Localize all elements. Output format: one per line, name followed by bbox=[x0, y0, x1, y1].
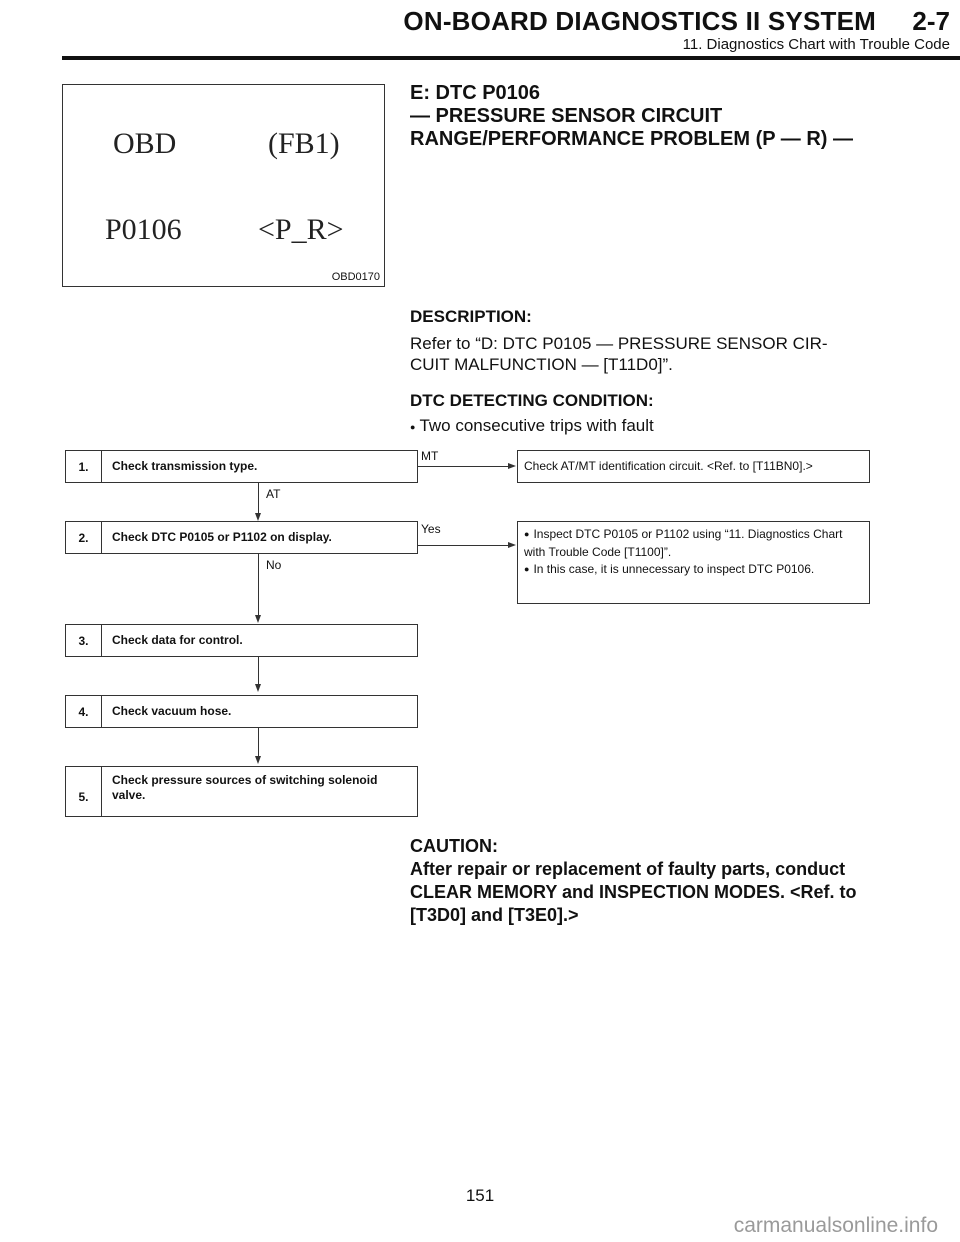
figure-id: OBD0170 bbox=[331, 271, 380, 283]
description-text bbox=[410, 333, 880, 375]
branch-no-label: No bbox=[266, 558, 282, 572]
connector-line bbox=[258, 728, 259, 757]
connector-line bbox=[258, 657, 259, 685]
flow-step-2 bbox=[65, 521, 418, 554]
connector-line bbox=[258, 483, 259, 514]
result-2-item1-text: Inspect DTC P0105 or P1102 using “11. Diagnostics Chart with Trouble Code [T1100]”. bbox=[524, 527, 843, 559]
flow-step-1 bbox=[65, 450, 418, 483]
arrow-down-icon bbox=[255, 513, 261, 521]
flow-step-3-label: Check data for control. bbox=[112, 633, 243, 647]
result-2-item1 bbox=[524, 526, 863, 561]
caution-block bbox=[410, 835, 880, 927]
caution-line1: After repair or replacement of faulty parts, conduct bbox=[410, 859, 846, 879]
figure-code-label: P0106 bbox=[105, 213, 182, 246]
result-1-text: Check AT/MT identification circuit. <Ref. to [T11BN0].> bbox=[524, 459, 813, 473]
header-rule bbox=[62, 56, 960, 60]
result-box-1 bbox=[517, 450, 870, 483]
result-box-2 bbox=[517, 521, 870, 604]
result-2-item2-text: In this case, it is unnecessary to inspect DTC P0106. bbox=[533, 562, 815, 576]
description-heading: DESCRIPTION: bbox=[410, 307, 532, 326]
dtc-title-line3: RANGE/PERFORMANCE PROBLEM (P — R) — bbox=[410, 128, 853, 150]
page-number: 151 bbox=[465, 1186, 495, 1205]
detecting-heading: DTC DETECTING CONDITION: bbox=[410, 391, 654, 410]
flow-step-5-number: 5. bbox=[66, 767, 102, 816]
result-2-item2 bbox=[524, 561, 863, 579]
caution-line3: [T3D0] and [T3E0].> bbox=[410, 905, 579, 925]
connector-line bbox=[258, 554, 259, 616]
flow-step-3-number: 3. bbox=[66, 625, 102, 656]
flow-step-4-number: 4. bbox=[66, 696, 102, 727]
dtc-title-line1: E: DTC P0106 bbox=[410, 82, 541, 104]
figure-obd-label: OBD bbox=[113, 127, 177, 160]
flow-step-1-label: Check transmission type. bbox=[112, 459, 258, 473]
flow-step-5 bbox=[65, 766, 418, 817]
section-subtitle: 11. Diagnostics Chart with Trouble Code bbox=[682, 36, 950, 53]
arrow-down-icon bbox=[255, 684, 261, 692]
branch-at-label: AT bbox=[266, 487, 281, 501]
description-line2: CUIT MALFUNCTION — [T11D0]”. bbox=[410, 355, 673, 374]
description-line1: Refer to “D: DTC P0105 — PRESSURE SENSOR CIR- bbox=[410, 334, 828, 353]
obd-figure bbox=[62, 84, 385, 287]
connector-line bbox=[418, 545, 508, 546]
arrow-down-icon bbox=[255, 615, 261, 623]
flow-step-1-number: 1. bbox=[66, 451, 102, 482]
figure-fb1-label: (FB1) bbox=[268, 127, 340, 160]
arrow-right-icon bbox=[508, 463, 516, 469]
dtc-title bbox=[410, 82, 890, 151]
arrow-right-icon bbox=[508, 542, 516, 548]
branch-yes-label: Yes bbox=[421, 522, 441, 536]
flow-step-4 bbox=[65, 695, 418, 728]
flow-step-4-label: Check vacuum hose. bbox=[112, 704, 232, 718]
dtc-title-line2: — PRESSURE SENSOR CIRCUIT bbox=[410, 105, 723, 127]
section-number: 2-7 bbox=[912, 6, 950, 36]
section-title: ON-BOARD DIAGNOSTICS II SYSTEM bbox=[403, 6, 876, 36]
connector-line bbox=[418, 466, 508, 467]
flow-step-3 bbox=[65, 624, 418, 657]
flow-step-2-label: Check DTC P0105 or P1102 on display. bbox=[112, 530, 332, 544]
figure-mode-label: <P_R> bbox=[258, 213, 344, 246]
arrow-down-icon bbox=[255, 756, 261, 764]
watermark: carmanualsonline.info bbox=[733, 1214, 938, 1237]
caution-heading: CAUTION: bbox=[410, 836, 498, 856]
caution-line2: CLEAR MEMORY and INSPECTION MODES. <Ref. to bbox=[410, 882, 857, 902]
detecting-item bbox=[410, 415, 880, 439]
detecting-item-text: Two consecutive trips with fault bbox=[419, 416, 654, 435]
flow-step-5-label: Check pressure sources of switching solenoid valve. bbox=[112, 773, 378, 802]
flow-step-2-number: 2. bbox=[66, 522, 102, 553]
branch-mt-label: MT bbox=[421, 449, 439, 463]
